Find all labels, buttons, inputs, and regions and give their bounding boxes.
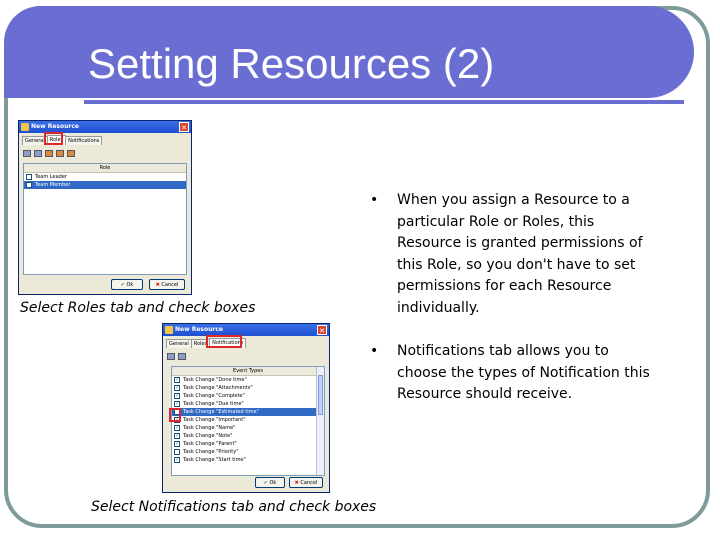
checkbox[interactable]: ✓ (175, 401, 180, 407)
cancel-label: Cancel (161, 282, 179, 288)
list-item[interactable] (172, 440, 324, 448)
cancel-button[interactable] (149, 279, 185, 290)
list-item[interactable] (172, 392, 324, 400)
notifications-caption: Select Notifications tab and check boxes (91, 499, 377, 515)
app-icon (21, 123, 29, 131)
list-item-label: Team Member (35, 182, 71, 188)
bullet-text: When you assign a Resource to a particular Role or Roles, this Resource is granted permissions of this Role, so you don't have to set permissions for each Resource individually. (397, 192, 643, 316)
notifications-dialog-title: New Resource (175, 326, 223, 333)
close-icon[interactable]: ✕ (179, 122, 189, 132)
notifications-dialog (162, 323, 330, 493)
list-item-label: Task Change "Due time" (183, 401, 244, 407)
list-item-label: Task Change "Priority" (183, 449, 239, 455)
checkbox[interactable]: ✓ (175, 385, 180, 391)
roles-caption: Select Roles tab and check boxes (20, 300, 256, 316)
bullet-item (370, 190, 650, 319)
list-item[interactable] (24, 181, 186, 189)
list-item[interactable] (172, 384, 324, 392)
roles-column-header: Role (24, 164, 186, 173)
ok-button[interactable] (111, 279, 143, 290)
deselect-all-icon[interactable] (178, 353, 186, 360)
list-item-label: Task Change "Complete" (183, 393, 245, 399)
roles-dialog-title: New Resource (31, 123, 79, 130)
cancel-label: Cancel (300, 480, 318, 486)
tab-roles[interactable]: Roles (47, 135, 66, 145)
ok-label: Ok (126, 282, 134, 288)
checkbox-highlight (169, 408, 181, 422)
scrollbar-thumb[interactable] (318, 375, 323, 415)
ok-label: Ok (269, 480, 277, 486)
list-item-label: Task Change "Estimated time" (183, 409, 259, 415)
close-icon[interactable]: ✕ (317, 325, 327, 335)
list-item-label: Task Change "Start time" (183, 457, 246, 463)
tab-general[interactable]: General (166, 339, 192, 348)
checkbox[interactable] (174, 449, 180, 455)
notifications-dialog-titlebar (163, 324, 329, 336)
cancel-icon: ✖ (294, 480, 299, 486)
checkbox[interactable]: ✓ (175, 441, 180, 447)
tab-roles[interactable]: Roles (191, 339, 210, 348)
notifications-toolbar (167, 351, 325, 361)
list-item-label: Task Change "Attachments" (183, 385, 253, 391)
select-all-icon[interactable] (23, 150, 31, 157)
select-all-icon[interactable] (167, 353, 175, 360)
list-item[interactable] (172, 400, 324, 408)
event-types-scrollbar[interactable] (316, 367, 324, 475)
list-item[interactable] (172, 408, 324, 416)
event-types-list (171, 366, 325, 476)
bullet-dot: • (370, 192, 379, 208)
roles-dialog (18, 120, 192, 295)
list-item[interactable] (172, 432, 324, 440)
checkbox[interactable]: ✓ (175, 417, 180, 423)
ok-button[interactable] (255, 477, 285, 488)
app-icon (165, 326, 173, 334)
checkbox[interactable] (26, 182, 32, 188)
checkbox[interactable]: ✓ (175, 457, 180, 463)
delete-role-icon[interactable] (67, 150, 75, 157)
list-item-label: Task Change "Name" (183, 425, 236, 431)
check-icon: ✔ (263, 480, 268, 486)
notifications-tab-highlight (206, 335, 242, 348)
roles-list (23, 163, 187, 275)
slide-title: Setting Resources (2) (88, 40, 495, 87)
tab-general[interactable]: General (22, 136, 48, 145)
list-item[interactable] (172, 376, 324, 384)
add-role-icon[interactable] (45, 150, 53, 157)
check-icon: ✔ (120, 282, 125, 288)
list-item[interactable] (172, 456, 324, 464)
checkbox[interactable]: ✓ (175, 393, 180, 399)
list-item[interactable] (172, 424, 324, 432)
checkbox[interactable]: ✓ (175, 425, 180, 431)
list-item[interactable] (172, 448, 324, 456)
list-item-label: Task Change "Note" (183, 433, 233, 439)
notifications-dialog-tabs (163, 338, 329, 348)
title-underline (84, 100, 684, 104)
tab-notifications[interactable]: Notifications (65, 136, 102, 145)
list-item[interactable] (24, 173, 186, 181)
list-item-label: Team Leader (35, 174, 67, 180)
checkbox[interactable]: ✓ (175, 433, 180, 439)
roles-tab-highlight (44, 132, 63, 145)
checkbox[interactable] (26, 174, 32, 180)
tab-notifications[interactable]: Notifications (209, 338, 246, 348)
list-item[interactable] (172, 416, 324, 424)
bullet-dot: • (370, 343, 379, 359)
list-item-label: Task Change "Done time" (183, 377, 247, 383)
list-item-label: Task Change "Parent" (183, 441, 237, 447)
bullet-text: Notifications tab allows you to choose the types of Notification this Resource should receive. (397, 343, 650, 402)
cancel-button[interactable] (289, 477, 323, 488)
checkbox[interactable]: ✓ (175, 377, 180, 383)
list-item-label: Task Change "Important" (183, 417, 246, 423)
roles-toolbar (23, 148, 187, 158)
edit-role-icon[interactable] (56, 150, 64, 157)
cancel-icon: ✖ (155, 282, 160, 288)
deselect-all-icon[interactable] (34, 150, 42, 157)
event-types-column-header: Event Types (172, 367, 324, 376)
bullet-item (370, 341, 650, 406)
bullet-list (370, 190, 650, 428)
roles-dialog-tabs (19, 135, 191, 145)
